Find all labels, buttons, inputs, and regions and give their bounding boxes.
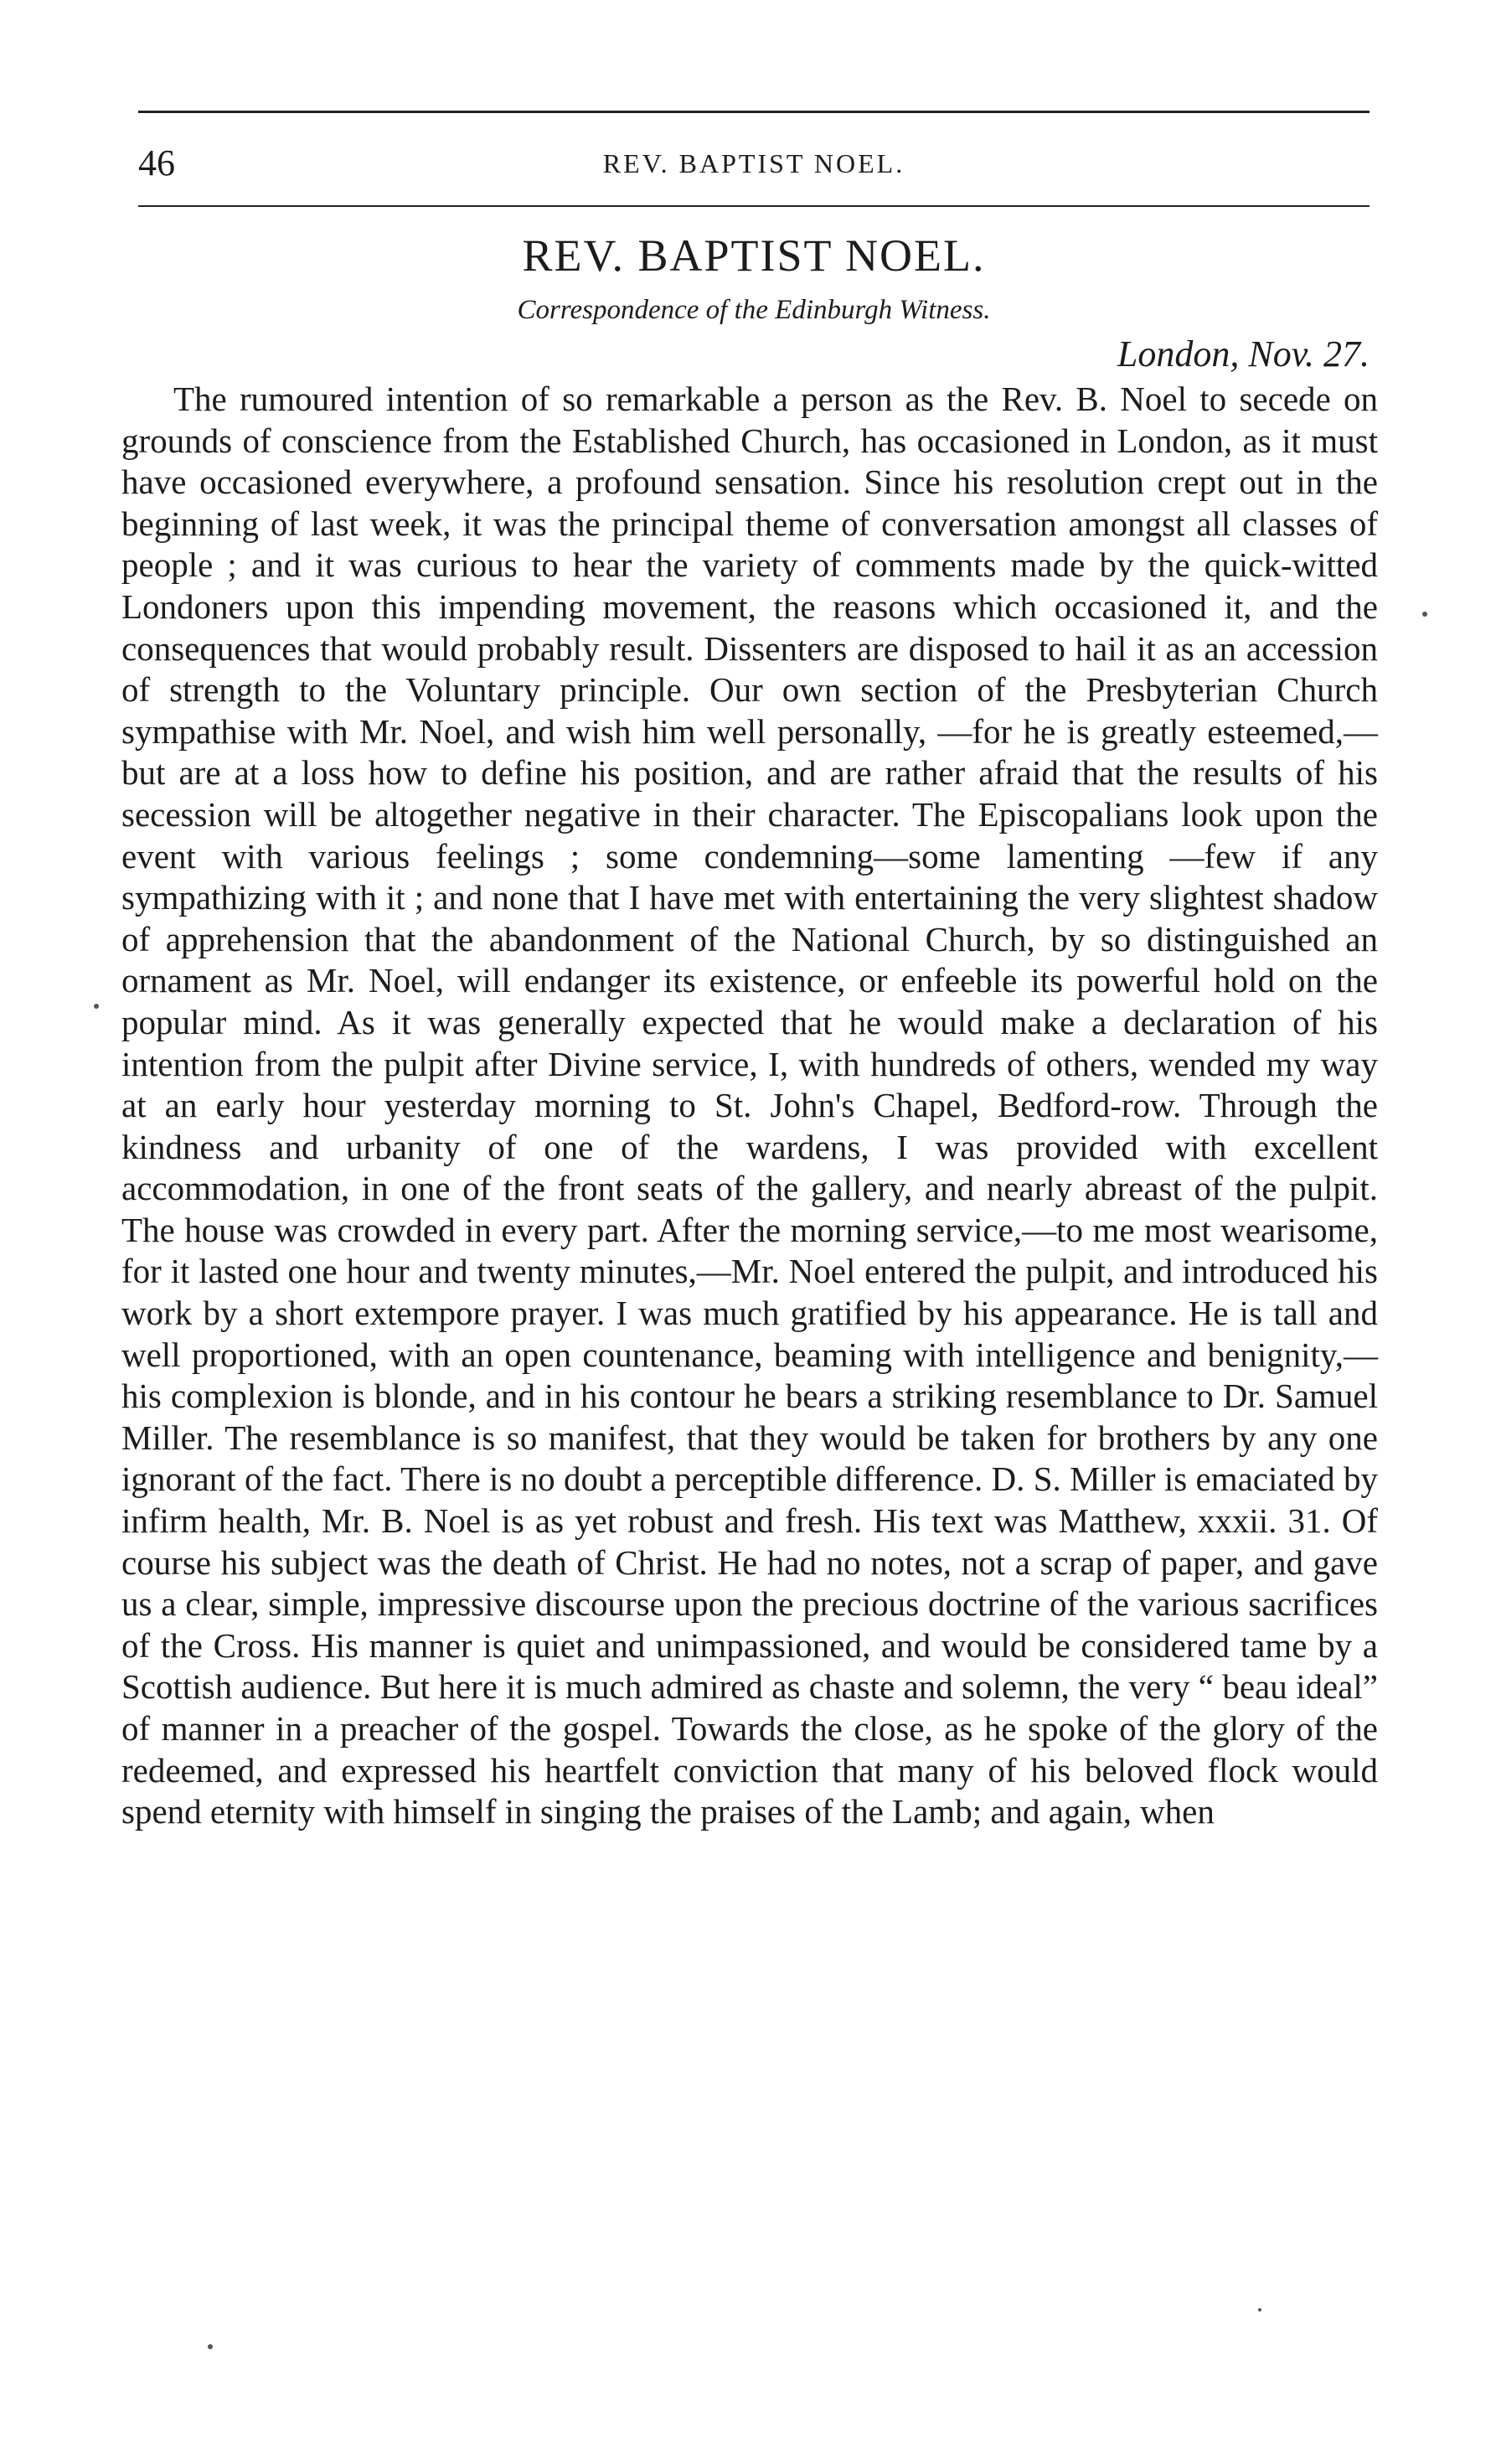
print-speck: [94, 1004, 99, 1009]
article-body: The rumoured intention of so remarkable a person as the Rev. B. Noel to secede on grounds of conscience from the Established Church, has occasioned in London, as it must have occasioned everywhere, a profound sensation. Since his resolution crept out in the beginning of last week, it was the principal theme of conversation amongst all classes of people ; and it was curious to hear the variety of comments made by the quick-witted Londoners upon this impending movement, the reasons which occasioned it, and the consequences that would probably result. Dissenters are disposed to hail it as an accession of strength to the Voluntary principle. Our own section of the Presbyterian Church sympathise with Mr. Noel, and wish him well personally, —for he is greatly esteemed,—but are at a loss how to define his position, and are rather afraid that the results of his secession will be altogether negative in their character. The Episcopalians look upon the event with various feelings ; some condemning—some lamenting —few if any sympathizing with it ; and none that I have met with entertaining the very slightest shadow of apprehension that the abandonment of the National Church, by so distinguished an ornament as Mr. Noel, will endanger its existence, or enfeeble its powerful hold on the popular mind. As it was generally expected that he would make a declaration of his intention from the pulpit after Divine service, I, with hundreds of others, wended my way at an early hour yesterday morning to St. John's Chapel, Bedford-row. Through the kindness and urbanity of one of the wardens, I was provided with excellent accommodation, in one of the front seats of the gallery, and nearly abreast of the pulpit. The house was crowded in every part. After the morning service,—to me most wearisome, for it lasted one hour and twenty minutes,—Mr. Noel entered the pulpit, and introduced his work by a short extempore prayer. I was much gratified by his appearance. He is tall and well proportioned, with an open countenance, beaming with intelligence and benignity,—his complexion is blonde, and in his contour he bears a striking resemblance to Dr. Samuel Miller. The resemblance is so manifest, that they would be taken for brothers by any one ignorant of the fact. There is no doubt a perceptible difference. D. S. Miller is emaciated by infirm health, Mr. B. Noel is as yet robust and fresh. His text was Matthew, xxxii. 31. Of course his subject was the death of Christ. He had no notes, not a scrap of paper, and gave us a clear, simple, impressive discourse upon the precious doctrine of the various sacrifices of the Cross. His manner is quiet and unimpassioned, and would be considered tame by a Scottish audience. But here it is much admired as chaste and solemn, the very “ beau ideal” of manner in a preacher of the gospel. Towards the close, as he spoke of the glory of the redeemed, and expressed his heartfelt conviction that many of his beloved flock would spend eternity with himself in singing the praises of the Lamb; and again, when: [121, 380, 1378, 1831]
print-speck: [208, 2344, 213, 2349]
page-number: 46: [138, 142, 175, 183]
print-speck: [1422, 612, 1427, 617]
header-bottom-rule: [138, 205, 1370, 207]
running-head: REV. BAPTIST NOEL.: [602, 148, 905, 178]
print-speck: [1258, 2308, 1261, 2312]
article-title: REV. BAPTIST NOEL.: [522, 230, 986, 281]
page-header: [138, 138, 1370, 189]
header-top-rule: [138, 111, 1370, 113]
article-dateline: London, Nov. 27.: [1117, 333, 1370, 375]
article-byline: Correspondence of the Edinburgh Witness.: [517, 295, 991, 325]
